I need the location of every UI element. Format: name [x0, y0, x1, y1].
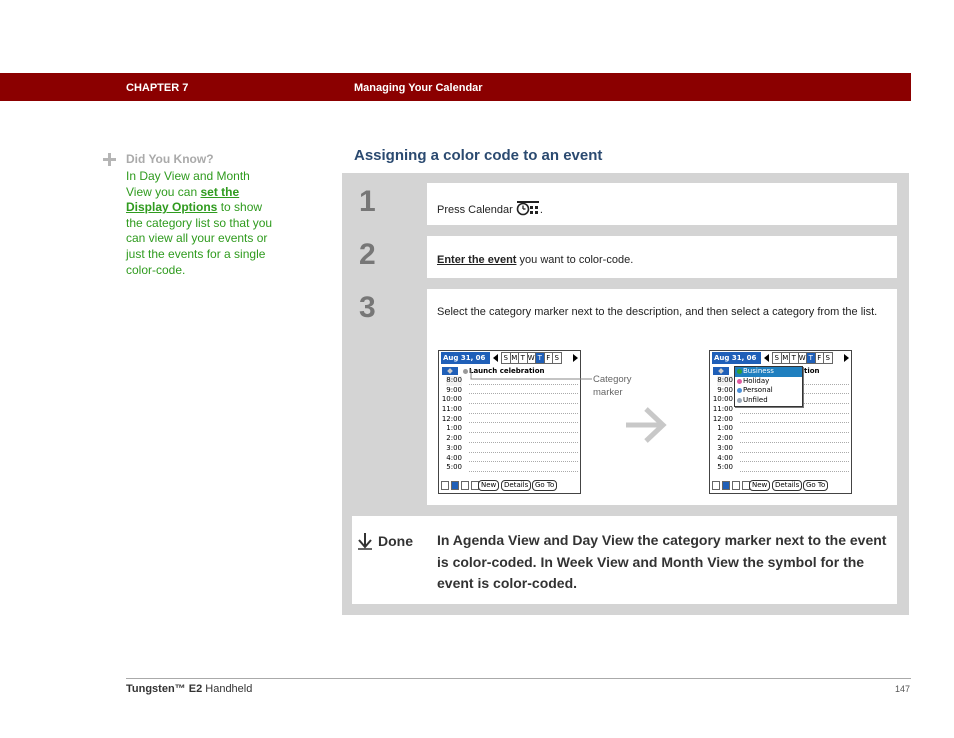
- time-label: 8:00: [446, 376, 462, 384]
- time-label: 1:00: [717, 424, 733, 433]
- slot-line: [740, 432, 849, 433]
- time-label: 3:00: [446, 443, 462, 452]
- category-color-dot: [737, 369, 742, 374]
- step-number: 2: [359, 238, 376, 271]
- footer-product: [126, 683, 252, 695]
- time-slot-row[interactable]: [442, 454, 580, 464]
- next-week-arrow-icon: [844, 354, 849, 362]
- step-number-box: [352, 183, 427, 225]
- new-button[interactable]: New: [478, 480, 499, 491]
- time-slot-row[interactable]: [713, 454, 851, 464]
- time-label: 3:00: [717, 443, 733, 452]
- prev-week-arrow-icon: [493, 354, 498, 362]
- time-label: 10:00: [441, 395, 462, 404]
- footer-divider: [126, 678, 911, 679]
- enter-the-event-link[interactable]: Enter the event: [437, 254, 517, 266]
- prev-week-arrow-icon: [764, 354, 769, 362]
- slot-line: [469, 432, 578, 433]
- step-number: 1: [359, 185, 376, 218]
- category-diamond-icon: [713, 367, 729, 375]
- step-1-text: Press Calendar: [437, 204, 513, 216]
- category-popup-list: [734, 366, 803, 407]
- step-1: [352, 183, 897, 225]
- time-slot-row[interactable]: [442, 444, 580, 454]
- day-button[interactable]: S: [772, 352, 782, 364]
- step-number-box: [352, 236, 427, 278]
- screen-topbar: [439, 351, 580, 365]
- time-label: 10:00: [712, 395, 733, 404]
- details-button[interactable]: Details: [772, 480, 802, 491]
- did-you-know-text: [126, 169, 276, 278]
- time-label: 11:00: [441, 405, 462, 414]
- did-you-know-heading: Did You Know?: [126, 152, 214, 166]
- next-week-arrow-icon: [573, 354, 578, 362]
- week-day-selector: [772, 352, 832, 364]
- day-button[interactable]: M: [782, 354, 789, 362]
- week-day-selector: [501, 352, 561, 364]
- time-label: 8:00: [717, 376, 733, 384]
- view-selector-icon[interactable]: [722, 481, 730, 490]
- time-label: 5:00: [717, 463, 733, 472]
- day-button[interactable]: T: [518, 352, 528, 364]
- day-button[interactable]: S: [823, 352, 833, 364]
- day-button[interactable]: S: [501, 352, 511, 364]
- right-arrow-icon: [624, 405, 670, 445]
- screen-bottombar: [712, 480, 851, 492]
- event-title-partial: tion: [804, 367, 820, 375]
- step-1-suffix: .: [539, 204, 543, 216]
- slot-line: [469, 403, 578, 404]
- category-item-unfiled[interactable]: [735, 396, 802, 406]
- step-3: [352, 289, 897, 505]
- down-arrow-icon: [357, 532, 373, 550]
- day-button[interactable]: F: [815, 352, 825, 364]
- time-label: 5:00: [446, 463, 462, 472]
- display-options-link[interactable]: set the Display Options: [126, 184, 240, 215]
- product-suffix: Handheld: [202, 683, 253, 695]
- slot-line: [469, 422, 578, 423]
- tip-text-after: to show the category list so that you can view all your events or just the events for a single color-code.: [126, 200, 273, 277]
- category-name: Unfiled: [743, 395, 768, 404]
- step-2: [352, 236, 897, 278]
- category-item-holiday[interactable]: [735, 377, 802, 387]
- step-text: [437, 200, 543, 218]
- date-label: Aug 31, 06: [712, 352, 761, 364]
- chapter-number: CHAPTER 7: [126, 82, 189, 94]
- done-text: In Agenda View and Day View the category marker next to the event is color-coded. In Week View and Month View the symbol for the event is color-coded.: [437, 532, 887, 591]
- go-to-button[interactable]: Go To: [532, 480, 557, 491]
- step-text: Select the category marker next to the description, and then select a category from the list.: [437, 306, 878, 318]
- day-button[interactable]: T: [535, 352, 545, 364]
- slot-line: [469, 393, 578, 394]
- product-name: Tungsten™ E2: [126, 683, 203, 695]
- time-slot-row[interactable]: [713, 434, 851, 444]
- category-name: Personal: [743, 386, 773, 394]
- callout-line-2: marker: [593, 387, 623, 398]
- slot-line: [740, 452, 849, 453]
- day-button[interactable]: M: [511, 354, 518, 362]
- day-button[interactable]: T: [789, 352, 799, 364]
- view-selector-icon[interactable]: [732, 481, 740, 490]
- time-label: 4:00: [446, 453, 462, 462]
- slot-line: [740, 413, 849, 414]
- category-item-personal[interactable]: [735, 386, 802, 396]
- page-number: 147: [895, 684, 911, 694]
- time-label: 12:00: [441, 414, 462, 423]
- category-diamond-icon: [442, 367, 458, 375]
- go-to-button[interactable]: Go To: [803, 480, 828, 491]
- time-label: 1:00: [446, 424, 462, 433]
- slot-line: [740, 471, 849, 472]
- slot-line: [740, 461, 849, 462]
- step-number: 3: [359, 291, 376, 324]
- done-box: [352, 516, 897, 604]
- day-button[interactable]: S: [552, 352, 562, 364]
- view-selector-icon[interactable]: [461, 481, 469, 490]
- view-selector-icon[interactable]: [712, 481, 720, 490]
- time-slot-row[interactable]: [713, 424, 851, 434]
- slot-line: [469, 461, 578, 462]
- time-label: 2:00: [717, 434, 733, 443]
- time-slot-row[interactable]: [713, 444, 851, 454]
- category-marker: [463, 369, 468, 374]
- chapter-title: Managing Your Calendar: [354, 82, 483, 94]
- time-slot-row[interactable]: [442, 395, 580, 405]
- steps-panel: [342, 173, 909, 615]
- day-button[interactable]: T: [806, 352, 816, 364]
- time-slot-row[interactable]: [442, 405, 580, 415]
- day-button[interactable]: F: [544, 352, 554, 364]
- time-slots: [442, 376, 580, 473]
- tip-text-before: In Day View and Month View you can: [126, 169, 250, 199]
- step-text: [437, 253, 633, 268]
- slot-line: [469, 442, 578, 443]
- view-selector-icon[interactable]: [441, 481, 449, 490]
- category-color-dot: [737, 388, 742, 393]
- step-number-box: [352, 289, 427, 505]
- done-label: Done: [378, 533, 413, 549]
- date-label: Aug 31, 06: [441, 352, 490, 364]
- new-button[interactable]: New: [749, 480, 770, 491]
- slot-line: [740, 442, 849, 443]
- slot-line: [469, 471, 578, 472]
- category-name: Business: [743, 367, 774, 375]
- section-title: Assigning a color code to an event: [354, 147, 603, 164]
- plus-icon: [103, 153, 116, 166]
- view-selector-icon[interactable]: [451, 481, 459, 490]
- time-label: 11:00: [712, 405, 733, 414]
- time-slot-row[interactable]: [713, 463, 851, 473]
- screen-bottombar: [441, 480, 580, 492]
- slot-line: [469, 413, 578, 414]
- callout-line-1: Category: [593, 374, 632, 385]
- category-item-business[interactable]: [735, 367, 802, 377]
- time-label: 4:00: [717, 453, 733, 462]
- slot-line: [740, 422, 849, 423]
- day-view-screen-after: [709, 350, 852, 494]
- category-color-dot: [737, 379, 742, 384]
- screen-topbar: [710, 351, 851, 365]
- slot-line: [469, 452, 578, 453]
- step-2-text: you want to color-code.: [516, 254, 634, 266]
- day-button[interactable]: W: [798, 354, 806, 362]
- category-marker-callout: [593, 373, 632, 399]
- time-label: 9:00: [446, 385, 462, 394]
- category-name: Holiday: [743, 376, 770, 385]
- time-slot-row[interactable]: [442, 463, 580, 473]
- time-slot-row[interactable]: [442, 424, 580, 434]
- time-label: 9:00: [717, 385, 733, 394]
- calendar-button-icon: [516, 200, 540, 216]
- category-color-dot: [737, 398, 742, 403]
- details-button[interactable]: Details: [501, 480, 531, 491]
- callout-line: [470, 364, 600, 390]
- time-label: 2:00: [446, 434, 462, 443]
- day-button[interactable]: W: [527, 354, 535, 362]
- time-label: 12:00: [712, 414, 733, 423]
- event-title: Launch celebration: [469, 367, 545, 375]
- time-slot-row[interactable]: [442, 434, 580, 444]
- chapter-header: [0, 73, 911, 101]
- time-slot-row[interactable]: [713, 415, 851, 425]
- time-slot-row[interactable]: [442, 415, 580, 425]
